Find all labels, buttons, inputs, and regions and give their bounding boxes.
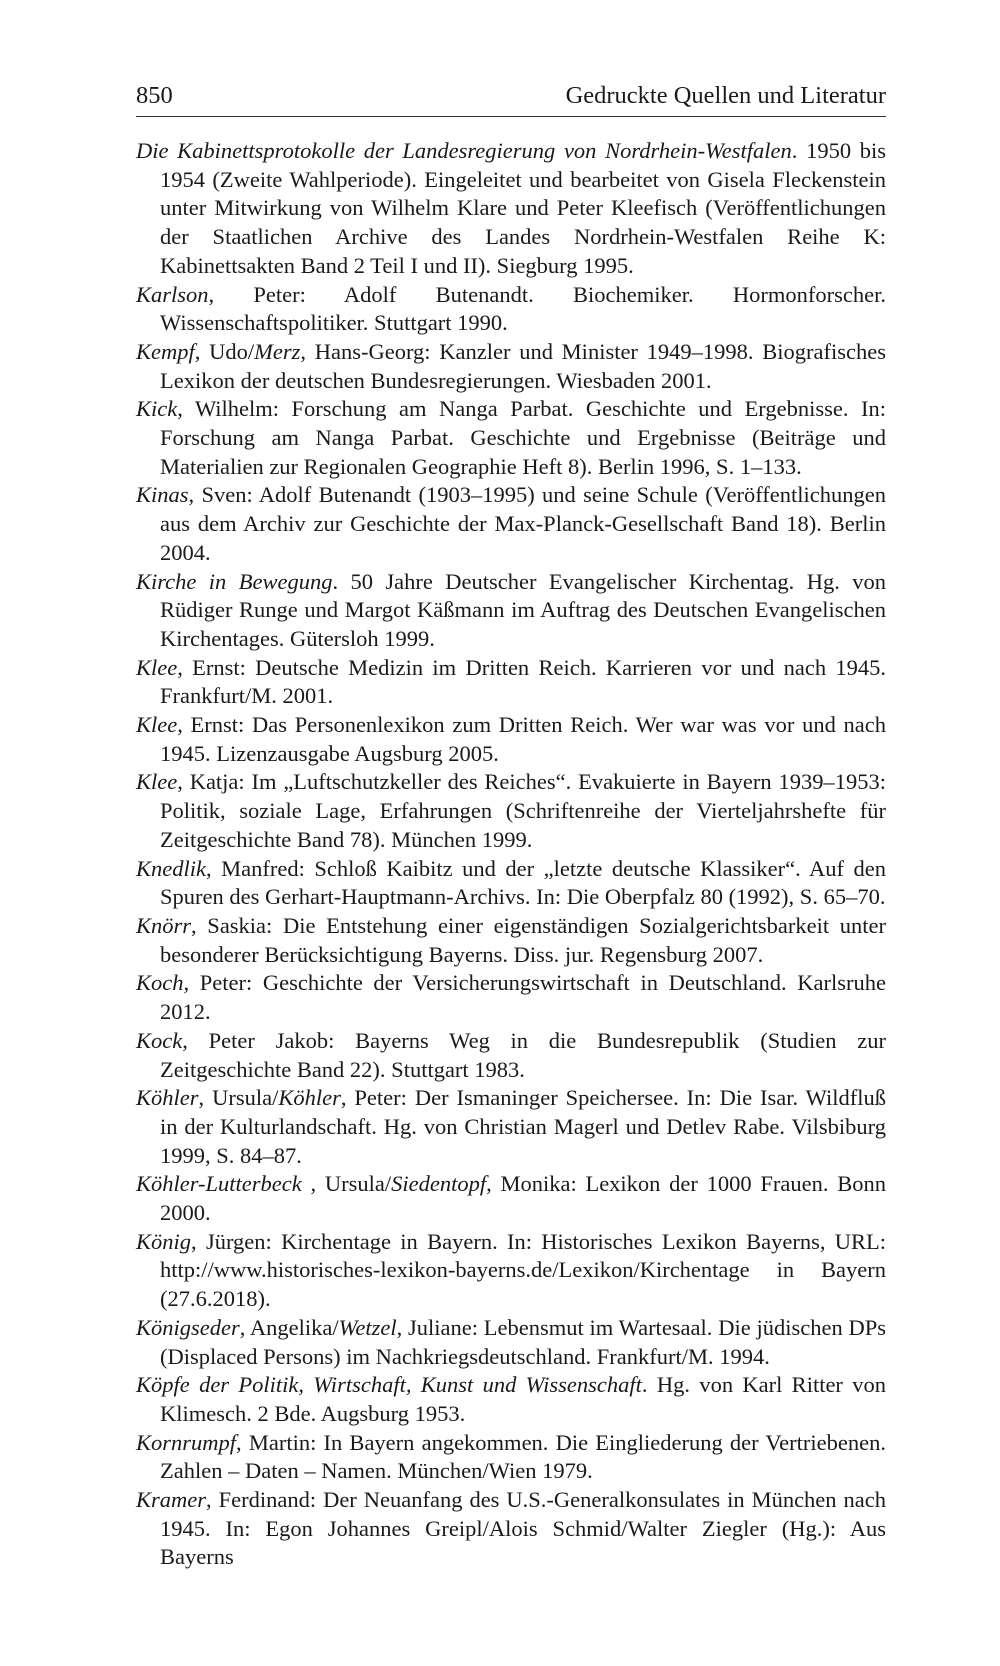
bibliography-entry: [136, 1170, 886, 1227]
page-number: 850: [136, 82, 173, 109]
entry-author-italic: Klee: [136, 712, 178, 738]
entry-text: , Saskia: Die Entstehung einer eigenständigen Sozialgerichtsbarkeit unter besonderer Berücksichtigung Bayerns. Diss. jur. Regensburg 2007.: [160, 912, 886, 967]
bibliography-entry: [136, 1228, 886, 1314]
entry-author-italic: Köhler: [136, 1085, 199, 1111]
entry-text: , Peter: Geschichte der Versicherungswirtschaft in Deutschland. Karlsruhe 2012.: [160, 970, 886, 1025]
entry-author-italic: Kick: [136, 396, 178, 422]
entry-text: , Wilhelm: Forschung am Nanga Parbat. Geschichte und Ergebnisse. In: Forschung am Nanga Parbat. Geschichte und Ergebnisse (Beiträge und Materialien zur Regionalen Geographie Heft 8). Berlin 1996, S. 1–133.: [160, 396, 886, 479]
entry-text: , Manfred: Schloß Kaibitz und der „letzte deutsche Klassiker“. Auf den Spuren des Gerhart-Hauptmann-Archivs. In: Die Oberpfalz 80 (1992), S. 65–70.: [160, 855, 886, 910]
entry-author-italic: Klee: [136, 769, 178, 795]
bibliography-entry: [136, 1084, 886, 1170]
running-title: Gedruckte Quellen und Literatur: [565, 82, 886, 109]
entry-author-italic: Kornrumpf: [136, 1429, 237, 1455]
bibliography-entry: [136, 338, 886, 395]
entry-text: , Jürgen: Kirchentage in Bayern. In: Historisches Lexikon Bayerns, URL: http://www.historisches-lexikon-bayerns.de/Lexikon/Kirchentage in Bayern (27.6.2018).: [160, 1228, 886, 1312]
entry-coauthor-italic: Merz: [254, 338, 301, 364]
bibliography-entry: [136, 1314, 886, 1371]
bibliography-entry: [136, 969, 886, 1026]
entry-text: . 1950 bis 1954 (Zweite Wahlperiode). Eingeleitet und bearbeitet von Gisela Fleckenstein unter Mitwirkung von Wilhelm Klare und Peter Kleefisch (Veröffentlichungen der Staatlichen Archive des Landes Nordrhein-Westfalen Reihe K: Kabinettsakten Band 2 Teil I und II). Siegburg 1995.: [160, 138, 886, 278]
entry-text: , Peter: Adolf Butenandt. Biochemiker. Hormonforscher. Wissenschaftspolitiker. Stuttgart 1990.: [160, 281, 886, 336]
entry-text: , Ursula/: [301, 1171, 392, 1197]
bibliography-entry: [136, 1486, 886, 1572]
entry-author-italic: Kempf: [136, 338, 195, 364]
entry-text: , Udo/: [194, 338, 255, 364]
entry-text: . 50 Jahre Deutscher Evangelischer Kirchentag. Hg. von Rüdiger Runge und Margot Käßmann im Auftrag des Deutschen Evangelischen Kirchentages. Gütersloh 1999.: [160, 568, 886, 651]
bibliography-list: [136, 137, 886, 1572]
entry-author-italic: Königseder: [136, 1314, 240, 1340]
entry-coauthor-italic: Siedentopf: [391, 1171, 487, 1197]
entry-text: , Martin: In Bayern angekommen. Die Eingliederung der Vertriebenen. Zahlen – Daten – Namen. München/Wien 1979.: [160, 1429, 886, 1484]
bibliography-entry: [136, 711, 886, 768]
entry-author-italic: Koch: [136, 970, 184, 996]
running-head: [136, 80, 886, 117]
entry-text: . Hg. von Karl Ritter von Klimesch. 2 Bde. Augsburg 1953.: [160, 1372, 886, 1426]
entry-text: , Ernst: Deutsche Medizin im Dritten Reich. Karrieren vor und nach 1945. Frankfurt/M. 2001.: [160, 654, 886, 709]
entry-title-italic: Die Kabinettsprotokolle der Landesregierung von Nordrhein-Westfalen: [136, 138, 792, 163]
entry-author-italic: Karlson: [136, 281, 209, 307]
entry-title-italic: Köpfe der Politik, Wirtschaft, Kunst und Wissenschaft: [136, 1372, 642, 1398]
entry-text: , Angelika/: [239, 1314, 339, 1340]
entry-text: , Ursula/: [198, 1085, 279, 1111]
book-page: [136, 80, 886, 1572]
bibliography-entry: [136, 481, 886, 567]
entry-author-italic: Knedlik: [136, 855, 206, 881]
bibliography-entry: [136, 1429, 886, 1486]
entry-text: , Peter Jakob: Bayerns Weg in die Bundesrepublik (Studien zur Zeitgeschichte Band 22). Stuttgart 1983.: [160, 1027, 886, 1082]
entry-coauthor-italic: Köhler: [278, 1085, 341, 1111]
bibliography-entry: [136, 654, 886, 711]
bibliography-entry: [136, 1371, 886, 1428]
entry-text: , Ernst: Das Personenlexikon zum Dritten Reich. Wer war was vor und nach 1945. Lizenzausgabe Augsburg 2005.: [160, 712, 886, 766]
entry-author-italic: König: [136, 1228, 192, 1254]
entry-text: , Monika: Lexikon der 1000 Frauen. Bonn 2000.: [160, 1171, 886, 1226]
bibliography-entry: [136, 1027, 886, 1084]
entry-author-italic: Kock: [136, 1027, 183, 1053]
entry-author-italic: Klee: [136, 654, 178, 680]
entry-author-italic: Knörr: [136, 912, 192, 938]
bibliography-entry: [136, 137, 886, 281]
entry-author-italic: Köhler-Lutterbeck: [136, 1171, 302, 1197]
entry-author-italic: Kinas: [136, 482, 189, 508]
bibliography-entry: [136, 281, 886, 338]
entry-author-italic: Kramer: [136, 1487, 207, 1513]
bibliography-entry: [136, 912, 886, 969]
bibliography-entry: [136, 855, 886, 912]
entry-coauthor-italic: Wetzel: [338, 1314, 397, 1340]
entry-text: , Sven: Adolf Butenandt (1903–1995) und seine Schule (Veröffentlichungen aus dem Archiv zur Geschichte der Max-Planck-Gesellschaft Band 18). Berlin 2004.: [160, 482, 886, 565]
entry-title-italic: Kirche in Bewegung: [136, 568, 333, 594]
bibliography-entry: [136, 768, 886, 854]
entry-text: , Peter: Der Ismaninger Speichersee. In: Die Isar. Wildfluß in der Kulturlandschaft. Hg. von Christian Magerl und Detlev Rabe. Vilsbiburg 1999, S. 84–87.: [160, 1085, 886, 1168]
entry-text: , Ferdinand: Der Neuanfang des U.S.-Generalkonsulates in München nach 1945. In: Egon Johannes Greipl/Alois Schmid/Walter Ziegler (Hg.): Aus Bayerns: [160, 1487, 886, 1570]
entry-text: , Hans-Georg: Kanzler und Minister 1949–1998. Biografisches Lexikon der deutschen Bundesregierungen. Wiesbaden 2001.: [160, 338, 886, 393]
bibliography-entry: [136, 568, 886, 654]
entry-text: , Katja: Im „Luftschutzkeller des Reiches“. Evakuierte in Bayern 1939–1953: Politik, soziale Lage, Erfahrungen (Schriftenreihe der Vierteljahrshefte für Zeitgeschichte Band 78). München 1999.: [160, 769, 886, 852]
entry-text: , Juliane: Lebensmut im Wartesaal. Die jüdischen DPs (Displaced Persons) im Nachkriegsdeutschland. Frankfurt/M. 1994.: [160, 1314, 886, 1369]
bibliography-entry: [136, 395, 886, 481]
